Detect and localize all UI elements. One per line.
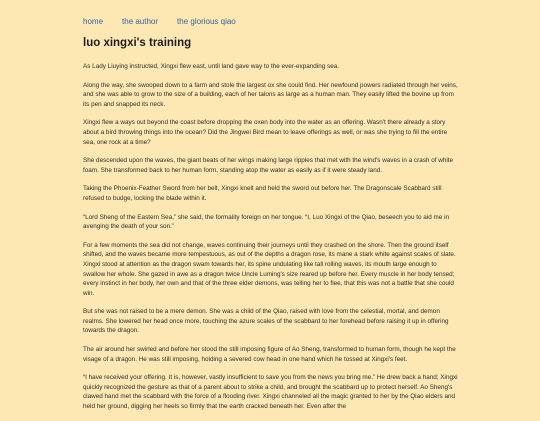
page-title: luo xingxi's training bbox=[83, 37, 192, 49]
paragraph: Xingxi flew a ways out beyond the coast before dropping the oxen body into the water as an offering. Wasn't there already a story about a bird throwing things into the ocean? Did the Jingwei Bird mean to leave offerings as well, or was she trying to fill the entire sea, one rock at a time? bbox=[83, 119, 448, 146]
nav-link-the-author[interactable]: the author bbox=[122, 17, 159, 26]
paragraph: But she was not raised to be a mere demon. She was a child of the Qiao, raised with love from the celestial, mortal, and demon realms. She lowered her head once more, touching the azure scales of the scabbard to her forehead before raising it up in offering towards the dragon. bbox=[83, 308, 449, 335]
paragraph: “I have received your offering. It is, however, vastly insufficient to save you from the news you bring me.” He drew back a hand; Xingxi quickly recognized the gesture as that of a parent about to strike a child, and brought the scabbard up to protect herself. Ao Sheng's clawed hand met the scabbard with the force of a flooding river. Xingxi channeled all the magic granted to her by the Qiao elders and held her ground, digging her heels so firmly that the earth cracked beneath her. Even after the bbox=[83, 374, 458, 411]
story-content bbox=[83, 62, 460, 421]
paragraph: Along the way, she swooped down to a farm and stole the largest ox she could find. Her newfound powers radiated through her veins, and she was able to grow to the size of a building, each of her talons as large as a human man. They easily lifted the bovine up from its pen and snapped its neck. bbox=[83, 81, 458, 108]
paragraph: For a few moments the sea did not change, waves continuing their journeys until they crashed on the shore. Then the ground itself shifted, and the waves became more tempestuous, as out of the depths a dragon rose, its mane a stark white against scales of slate. Xingxi stood at attention as the dragon swam towards her, its spine undulating like tall rolling waves, its mouth large enough to swallow her whole. She gazed in awe as a dragon twice Uncle Luming's size reared up before her. Every muscle in her body tensed; every instinct in her body, her own and that of the three elder demons, was telling her to flee, that this was not a battle that she could win. bbox=[83, 241, 456, 297]
nav-link-the-glorious-qiao[interactable]: the glorious qiao bbox=[177, 17, 236, 26]
paragraph: She descended upon the waves, the giant beats of her wings making large ripples that met with the wind's waves in a crash of white foam. She transformed back to her human form, standing atop the water as easily as if it were steady land. bbox=[83, 157, 454, 174]
paragraph: The air around her swirled and before her stood the still imposing figure of Ao Sheng, transformed to human form, though he kept the visage of a dragon. He was still imposing, holding a severed cow head in one hand which he tossed at Xingxi's feet. bbox=[83, 346, 456, 363]
nav-link-home[interactable]: home bbox=[83, 17, 104, 26]
paragraph: Taking the Phoenix-Feather Sword from her belt, Xingxi knelt and held the sword out before her. The Dragonscale Scabbard still refused to budge, locking the blade within it. bbox=[83, 185, 442, 202]
paragraph: “Lord Sheng of the Eastern Sea,” she said, the formality foreign on her tongue. “I, Luo Xingxi of the Qiao, beseech you to aid me in avenging the death of your son.” bbox=[83, 213, 450, 231]
top-nav bbox=[83, 17, 255, 26]
paragraph: As Lady Liuying instructed, Xingxi flew east, until land gave way to the ever-expanding sea. bbox=[83, 63, 340, 70]
